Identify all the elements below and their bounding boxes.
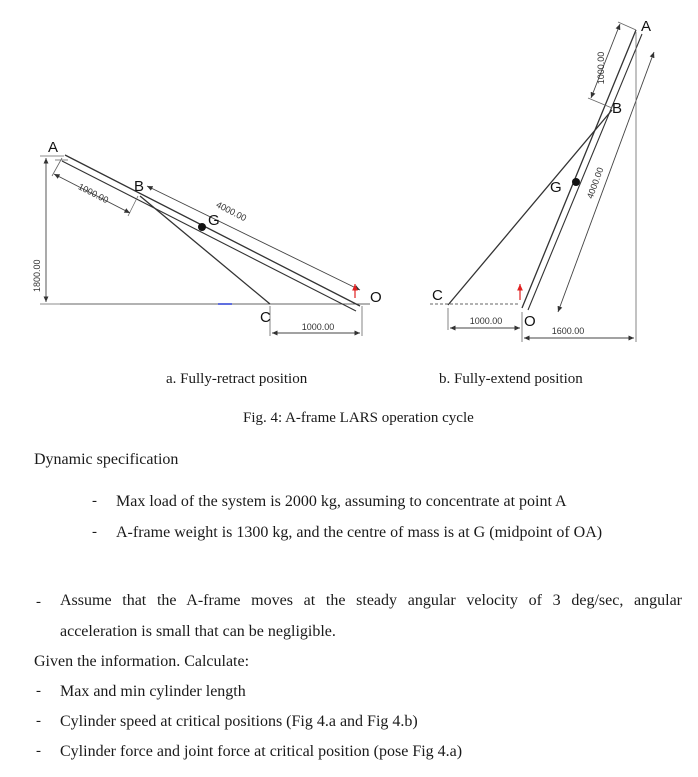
right-label-g: G xyxy=(550,179,562,196)
left-label-o: O xyxy=(370,289,382,306)
left-frame-bar xyxy=(65,155,360,306)
task-2: Cylinder speed at critical positions (Fig 4.a and Fig 4.b) xyxy=(60,713,418,730)
spec-item-1: Max load of the system is 2000 kg, assuming to concentrate at point A xyxy=(116,493,567,510)
right-label-o: O xyxy=(524,313,536,330)
figure-diagram xyxy=(0,0,698,360)
left-label-a: A xyxy=(48,139,59,156)
left-frame-bar-inner xyxy=(62,161,356,311)
right-diagram xyxy=(430,18,654,342)
left-label-b: B xyxy=(134,178,145,195)
right-dim-ab-ext-a xyxy=(618,22,636,30)
right-frame-bar xyxy=(522,30,636,308)
right-cylinder xyxy=(448,110,612,305)
left-ext-a-up xyxy=(52,158,62,176)
right-dim-ab-text: 1000.00 xyxy=(596,51,606,85)
task-1-dash: - xyxy=(36,683,41,699)
left-dim-ab-text: 1000.00 xyxy=(76,181,111,206)
left-dim-height-text: 1800.00 xyxy=(32,259,42,292)
figure-caption: Fig. 4: A-frame LARS operation cycle xyxy=(243,410,474,426)
left-dim-co-text: 1000.00 xyxy=(301,322,335,332)
spec-item-2: A-frame weight is 1300 kg, and the centre of mass is at G (midpoint of OA) xyxy=(116,524,603,541)
spec-bullet-2-dash: - xyxy=(92,524,97,540)
right-caption: b. Fully-extend position xyxy=(439,371,583,387)
right-label-b: B xyxy=(612,100,623,117)
left-caption: a. Fully-retract position xyxy=(166,371,308,387)
task-1: Max and min cylinder length xyxy=(60,683,246,700)
right-label-c: C xyxy=(432,287,443,304)
right-label-a: A xyxy=(641,18,652,35)
assumption-line-1: Assume that the A-frame moves at the steady angular velocity of 3 deg/sec, angular xyxy=(60,592,682,609)
right-dim-oa-text: 4000.00 xyxy=(584,165,606,200)
left-dim-oa-text: 4000.00 xyxy=(214,199,249,224)
right-dim-ab-ext-b xyxy=(588,98,612,108)
left-dim-oa xyxy=(147,186,360,290)
left-diagram xyxy=(32,139,382,336)
spec-bullet-1-dash: - xyxy=(92,493,97,509)
left-g-point xyxy=(198,223,206,231)
assumption-dash: - xyxy=(36,594,41,610)
spec-heading: Dynamic specification xyxy=(34,451,179,468)
right-g-point xyxy=(572,178,580,186)
left-label-g: G xyxy=(208,212,220,229)
task-3: Cylinder force and joint force at critical position (pose Fig 4.a) xyxy=(60,743,463,760)
assumption-line-2: acceleration is small that can be negligible. xyxy=(60,623,336,640)
given-text: Given the information. Calculate: xyxy=(34,653,250,670)
left-label-c: C xyxy=(260,309,271,326)
task-2-dash: - xyxy=(36,713,41,729)
right-dim-horizontal-text: 1600.00 xyxy=(551,326,585,336)
task-3-dash: - xyxy=(36,743,41,759)
right-frame-bar-inner xyxy=(528,34,642,310)
right-dim-co-text: 1000.00 xyxy=(469,316,503,326)
